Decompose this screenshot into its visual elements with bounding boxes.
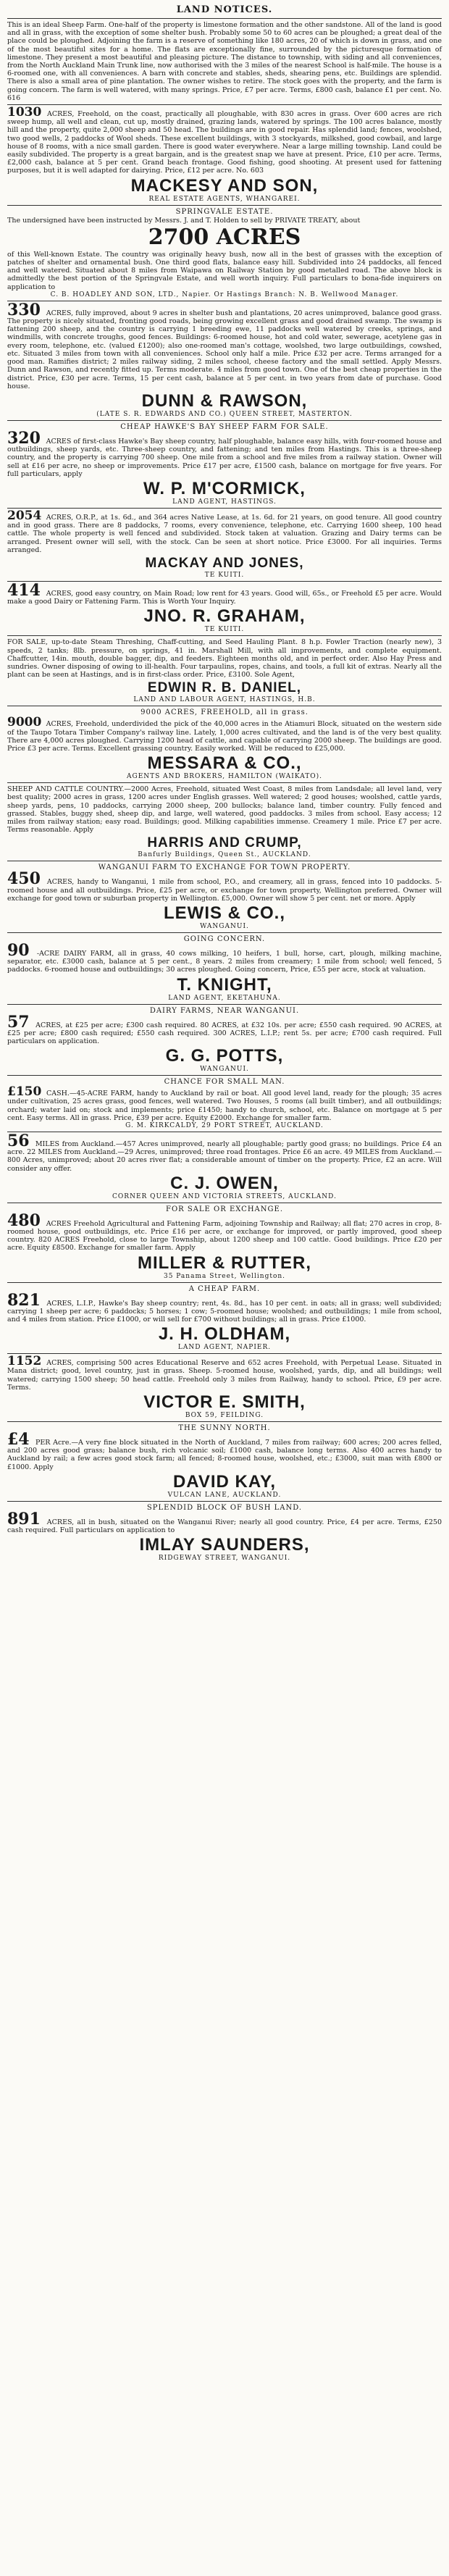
ad-body: 330 ACRES, fully improved, about 9 acres in shelter bush and plantations, 20 acres unimproved, balance good grass. The property is nicely situated, fronting good roads, being growing excellent grass and good drained swamp. The swamp is fattening 200 sheep, and the country is carrying 1 breeding ewe, 11 paddocks well watered by creeks, springs, and windmills, with concrete troughs, good fences. Buildings: 6-roomed house, hot and cold water, sewerage, acetylene gas in every room, telephone, etc. (valued £1200); also one-roomed man's cottage, woolshed, two large outbuildings, cowshed, etc. Situated 3 miles from town with all conveniences. School only half a mile. Price £32 per acre. Terms arranged for a good man. Ramifies district; 2 miles railway siding, 2 miles school, cheese factory and the small settled. Apply Messrs. Dunn and Rawson, and recently fitted up. Terms moderate. 4 miles from good town. One of the best cheap properties in the district. Price, £30 per acre. Terms, 15 per cent cash, balance at 5 per cent. in two years from date of purchase. Good house. bbox=[7, 300, 442, 390]
ad-body: This is an ideal Sheep Farm. One-half of the property is limestone formation and the other sandstone. All of the land is good and all in grass, with the exception of some shelter bush. Probably some 50 to 60 acres can be ploughed; a great deal of the place could be ploughed. Adjoining the farm is a reserve of something like 180 acres, 20 of which is down in grass, and one of the most beautiful sites for a home. The flats are exceptionally fine, surrounded by the picturesque formation of limestone. They present a most beautiful and pleasing picture. The distance to township, with siding and all conveniences, from the North Auckland Main Trunk line, now authorised with the 3 miles of the nearest School is half-mile. The house is a 6-roomed one, with all conveniences. A barn with concrete and stables, sheds, shearing pens, etc. Buildings are splendid. There is also a small area of pine plantation. The owner wishes to retire. The stock goes with the property, and the farm is going concern. The farm is well watered, with many springs. Price, £7 per acre. Terms, £800 cash, balance £1 per cent. No. 616 bbox=[7, 21, 442, 102]
ad-title: THE SUNNY NORTH. bbox=[178, 1424, 271, 1433]
ad-lead-figure: 2054 bbox=[7, 508, 46, 523]
ad-body: The undersigned have been instructed by Messrs. J. and T. Holden to sell by PRIVATE TREATY, about bbox=[7, 216, 361, 225]
ad-big-heading: 2700 ACRES bbox=[148, 224, 301, 250]
divider bbox=[7, 1075, 442, 1076]
advertisement bbox=[7, 935, 442, 1002]
ad-body: 480 ACRES Freehold Agricultural and Fattening Farm, adjoining Township and Railway; all flat; 270 acres in crop, 8-roomed house, good outbuildings, etc. Price £16 per acre, or exchange for improved, or partly improved, good sheep country. 820 ACRES Freehold, close to large Township, about 1200 sheep and 100 cattle. Good buildings. Price £20 per acre. Equity £8500. Exchange for smaller farm. Apply bbox=[7, 1210, 442, 1253]
divider bbox=[7, 1421, 442, 1422]
advertiser-address: Banfurly Buildings, Queen St., AUCKLAND. bbox=[138, 851, 311, 859]
ad-lead-figure: 414 bbox=[7, 580, 46, 600]
advertiser-address: TE KUITI. bbox=[204, 626, 245, 634]
ad-lead-figure: 56 bbox=[7, 1132, 35, 1151]
advertisement bbox=[7, 1134, 442, 1200]
ad-title: CHANCE FOR SMALL MAN. bbox=[164, 1078, 285, 1087]
ad-lead-figure: 821 bbox=[7, 1290, 47, 1310]
advertiser-address: LAND AGENT, EKETAHUNA. bbox=[168, 994, 281, 1002]
advertiser-name: T. KNIGHT, bbox=[177, 974, 272, 995]
ad-body: 821 ACRES, L.I.P., Hawke's Bay sheep country; rent, 4s. 8d., has 10 per cent. in oats; all in grass; well subdivided; carrying 1 sheep per acre; 6 paddocks; 5 horses; 1 cow; 5-roomed house; woolshed; and outbuildings; 1 mile from school, and 4 miles from station. Price £1000, or will sell for £700 without buildings; all in grass. Price £1000. bbox=[7, 1290, 442, 1324]
advertisement bbox=[7, 1285, 442, 1352]
advertiser-name: EDWIN R. B. DANIEL, bbox=[147, 680, 302, 696]
divider bbox=[7, 1501, 442, 1502]
ad-lead-figure: 891 bbox=[7, 1509, 47, 1529]
ad-title: SPLENDID BLOCK OF BUSH LAND. bbox=[146, 1503, 303, 1512]
advertiser-name: C. J. OWEN, bbox=[170, 1173, 279, 1193]
ad-title: FOR SALE OR EXCHANGE. bbox=[166, 1205, 283, 1213]
ad-body-continued: of this Well-known Estate. The country was originally heavy bush, now all in the best of grasses with the exception of patches of shelter and ornamental bush. One third good flats, balance easy hill. Subdivided into 24 paddocks, all fenced and well watered. Situated about 8 miles from Waipawa on Railway Station by good metalled road. The above block is admittedly the best portion of the Springvale Estate, and well worth inquiry. Full particulars to bona-fide inquirers on application to bbox=[7, 250, 442, 291]
section-title: LAND NOTICES. bbox=[176, 4, 273, 15]
ad-body: 2054 ACRES, O.R.P., at 1s. 6d., and 364 acres Native Lease, at 1s. 6d. for 21 years, on good tenure. All good country and in good grass. There are 8 paddocks, 7 rooms, every convenience, telephone, etc. Carrying 1600 sheep, 100 head cattle. The whole property is well fenced and subdivided. Stock taken at valuation. Grazing and Dairy terms can be arranged. Present owner will sell, with the stock. Can be seen at short notice. Price £3000. For all inquiries. Terms arranged. bbox=[7, 508, 442, 554]
divider bbox=[7, 420, 442, 421]
ad-lead-figure: 450 bbox=[7, 869, 47, 889]
advertiser-name: IMLAY SAUNDERS, bbox=[139, 1535, 310, 1555]
ad-body: 414 ACRES, good easy country, on Main Road; low rent for 43 years. Good will, 65s., or Freehold £5 per acre. Would make a good Dairy or Fattening Farm. This is Worth Your Inquiry. bbox=[7, 580, 442, 606]
advertiser-address: REAL ESTATE AGENTS, WHANGAREI. bbox=[148, 195, 301, 203]
ad-title: A CHEAP FARM. bbox=[188, 1284, 261, 1293]
ad-lead-figure: 57 bbox=[7, 1012, 36, 1032]
advertisement bbox=[7, 423, 442, 506]
ad-title: SPRINGVALE ESTATE. bbox=[175, 207, 274, 216]
ad-body: 320 ACRES of first-class Hawke's Bay sheep country, half ploughable, balance easy hills, with four-roomed house and outbuildings, sheep yards, etc. Three-sheep country, and fattening; and ten miles from Hastings. This is a three-sheep country, and the property is carrying 700 sheep. One mile from a school and five miles from a railway station. Owner will sell at £16 per acre, no sheep or improvements. Price £17 per acre, £1500 cash, balance on mortgage for five years. For full particulars, apply bbox=[7, 428, 442, 478]
advertiser-name: G. G. POTTS, bbox=[165, 1046, 284, 1066]
ad-body: 1152 ACRES, comprising 500 acres Educational Reserve and 652 acres Freehold, with Perpetual Lease. Situated in Mana district; good, level country, just in grass. Sheep. 5-roomed house, woolshed, yards, dip, and all buildings; well watered; carrying 1500 sheep; 50 head cattle. Freehold only 3 miles from Railway, handy to school. Price, £9 per acre. Terms. bbox=[7, 1354, 442, 1392]
advertisement bbox=[7, 638, 442, 703]
advertiser-address: RIDGEWAY STREET, WANGANUI. bbox=[158, 1555, 291, 1563]
advertisement bbox=[7, 580, 442, 634]
ad-body: 450 ACRES, handy to Wanganui, 1 mile from school, P.O., and creamery, all in grass, fenced into 10 paddocks. 5-roomed house and all outbuildings. Price, £25 per acre, or exchange for town property, Wellington preferred. Owner will exchange for good town or suburban property in Wellington. £5,000. Owner will show 5 per cent. net or more. Apply bbox=[7, 869, 442, 903]
advertisement bbox=[7, 1504, 442, 1562]
divider bbox=[7, 782, 442, 783]
ad-title: WANGANUI FARM TO EXCHANGE FOR TOWN PROPERTY. bbox=[98, 863, 351, 872]
ad-body: FOR SALE, up-to-date Steam Threshing, Chaff-cutting, and Seed Hauling Plant. 8 h.p. Fowler Traction (nearly new), 3 speeds, 2 tanks; 8lb. pressure, on springs, 41 in. Marshall Mill, with all improvements, and complete equipment. Chaffcutter, 14in. mouth, double bagger, dip, and feeders. Eighteen months old, and in perfect order. Also Hay Press and sundries. Owner disposing of owing to ill-health. Four tarpaulins, ropes, chains, and tools, a full kit of extras. Nearly all the plant can be seen at Hastings, and is in first-class order. Price, £3100. Sole Agent, bbox=[7, 638, 442, 679]
advertiser-name: VICTOR E. SMITH, bbox=[143, 1392, 306, 1413]
advertisement bbox=[7, 1078, 442, 1129]
advertiser-name: MESSARA & CO., bbox=[147, 753, 302, 774]
advertisement bbox=[7, 21, 442, 102]
advertiser-name: J. H. OLDHAM, bbox=[158, 1324, 291, 1345]
advertisement bbox=[7, 785, 442, 858]
advertisement bbox=[7, 708, 442, 780]
ad-title: GOING CONCERN. bbox=[183, 935, 266, 943]
ad-lead-figure: 9000 bbox=[7, 715, 46, 730]
advertiser-address: AGENTS AND BROKERS, HAMILTON (WAIKATO). bbox=[127, 773, 322, 781]
ad-lead-figure: 480 bbox=[7, 1210, 46, 1230]
advertisement bbox=[7, 1424, 442, 1499]
ad-body: £4 PER Acre.—A very fine block situated in the North of Auckland, 7 miles from railway; 600 acres; 200 acres felled, and 200 acres good grass; balance bush, rich volcanic soil; £1000 cash, balance long terms. Also 400 acres handy to Auckland by rail; a few acres good stock farm; all fenced; 8-roomed house, woolshed, etc.; £3000, suit man with £800 or £1000. Apply bbox=[7, 1430, 442, 1471]
ad-lead-figure: 1030 bbox=[7, 105, 47, 120]
ads-column bbox=[7, 21, 442, 1562]
ad-lead-figure: 90 bbox=[7, 941, 37, 960]
advertiser-address: 35 Panama Street, Wellington. bbox=[163, 1272, 286, 1280]
advertisement bbox=[7, 863, 442, 930]
advertiser-name: W. P. M'CORMICK, bbox=[143, 478, 306, 498]
ad-body: £150 CASH.—45-ACRE FARM, handy to Auckland by rail or boat. All good level land, ready for the plough; 35 acres under cultivation, 25 acres grass, good fences, well watered. Two Houses, 5 rooms (all built timber), and all outbuildings; orchard; water laid on; stock and implements; price £1450; handy to church, school, etc. Balance on mortgage at 5 per cent. Easy terms. All in grass. Price, £39 per acre. Equity £2000. Exchange for smaller farm. bbox=[7, 1084, 442, 1122]
advertiser-name: JNO. R. GRAHAM, bbox=[143, 606, 306, 627]
advertisement bbox=[7, 208, 442, 298]
ad-body: 1030 ACRES, Freehold, on the coast, practically all ploughable, with 830 acres in grass. Over 600 acres are rich sweep hump, all well and clean, cut up, mostly drained, grazing lands, watered by springs. The 100 acres balance, mostly hill and the property, quite 2,000 sheep and 50 head. The buildings are in good repair. Has splendid land; fences, woolshed, two good wells, 2 paddocks of Wool sheds. These excellent buildings, with 3 stockyards, milkshed, good cowbail, and large house of 8 rooms, with a nice small garden. There is good water everywhere. Near a large milling township. Land could be easily subdivided. The property is a great bargain, and is the greatest snap we have at present. Price, £10 per acre. Terms, £2,000 cash, balance at 5 per cent. Grand beach frontage. Good fishing, good shooting. At present used for fattening purposes, but it is well adapted for dairying. Price, £12 per acre. No. 603 bbox=[7, 105, 442, 175]
advertiser-address: WANGANUI. bbox=[200, 923, 249, 930]
ad-lead-figure: 320 bbox=[7, 428, 46, 448]
ad-body: SHEEP AND CATTLE COUNTRY.—2000 Acres, Freehold, situated West Coast, 8 miles from Landsdale; all level land, very best quality; 2000 acres in grass, 1200 acres under English grasses. Well watered; 2 good houses; woolshed, cattle yards, sheep yards, pens, 10 paddocks, carrying 2000 sheep, 200 bullocks; balance land, timber country. Fully fenced and grassed. Stables, buggy shed, sheep dip, and large, well watered, good paddocks. 3 miles from school. Easy access; 12 miles from railway station; easy road. Buildings; good. Milking capabilities immense. Creamery 1 mile. Price £7 per acre. Terms reasonable. Apply bbox=[7, 785, 442, 835]
ad-lead-figure: 330 bbox=[7, 300, 46, 319]
divider bbox=[7, 581, 442, 582]
advertiser-name: LEWIS & CO., bbox=[164, 903, 285, 923]
advertisement bbox=[7, 1007, 442, 1074]
divider bbox=[7, 508, 442, 509]
divider bbox=[7, 205, 442, 206]
advertiser-address: VULCAN LANE, AUCKLAND. bbox=[167, 1491, 282, 1499]
advertisement bbox=[7, 107, 442, 203]
advertiser-address: BOX 59, FEILDING. bbox=[185, 1412, 264, 1420]
advertiser-name: DAVID KAY, bbox=[172, 1471, 277, 1492]
advertiser-name: MACKESY AND SON, bbox=[130, 175, 319, 196]
advertiser-address: G. M. KIRKCALDY, 29 PORT STREET, AUCKLAND. bbox=[125, 1122, 324, 1130]
ad-body: 9000 ACRES, Freehold, underdivided the pick of the 40,000 acres in the Atiamuri Block, situated on the western side of the Taupo Totara Timber Company's railway line. Lately, 1,000 acres cultivated, and the land is of the very best quality. There are 4,000 acres ploughed. Carrying 1200 head of cattle, and capable of carrying 2000 sheep. The buildings are good. Price £3 per acre. Terms. Excellent grassing country. Easily worked. Will be reduced to £25,000. bbox=[7, 715, 442, 753]
divider bbox=[7, 932, 442, 933]
ad-body: 57 ACRES, at £25 per acre; £300 cash required. 80 ACRES, at £32 10s. per acre; £550 cash required. 90 ACRES, at £25 per acre; £800 cash required; £550 cash required. 300 ACRES, L.I.P.; rent 5s. per acre; £700 cash required. Full particulars on application. bbox=[7, 1012, 442, 1046]
advertisement bbox=[7, 1356, 442, 1419]
advertiser-address: LAND AGENT, NAPIER. bbox=[177, 1344, 272, 1352]
advertiser-name: MACKAY AND JONES, bbox=[145, 555, 304, 571]
advertiser-address: WANGANUI. bbox=[200, 1066, 249, 1074]
advertiser-address: C. B. HOADLEY AND SON, LTD., Napier. Or Hastings Branch: N. B. Wellwood Manager. bbox=[50, 290, 399, 298]
advertiser-address: LAND AGENT, HASTINGS. bbox=[172, 498, 277, 506]
ad-title: 9000 ACRES, FREEHOLD, all in grass. bbox=[140, 708, 309, 717]
ad-body: 891 ACRES, all in bush, situated on the Wanganui River; nearly all good country. Price, £4 per acre. Terms, £250 cash required. Full particulars on application to bbox=[7, 1509, 442, 1535]
ad-title: DAIRY FARMS, NEAR WANGANUI. bbox=[149, 1006, 300, 1015]
ad-lead-figure: £4 bbox=[7, 1430, 35, 1450]
divider bbox=[7, 1353, 442, 1354]
advertiser-name: MILLER & RUTTER, bbox=[138, 1253, 311, 1273]
ad-body: 90 -ACRE DAIRY FARM, all in grass, 40 cows milking, 10 heifers, 1 bull, horse, cart, plough, milking machine, separator, etc. £3000 cash, balance at 5 per cent., 8 years. 2 miles from creamery; 1 mile from school; well fenced, 5 paddocks. 6-roomed house and outbuildings; 30 acres ploughed. Going concern, Price, £55 per acre, stock at valuation. bbox=[7, 941, 442, 974]
advertiser-name: HARRIS AND CRUMP, bbox=[147, 835, 302, 851]
divider bbox=[7, 18, 442, 19]
divider bbox=[7, 1004, 442, 1005]
advertiser-address: TE KUITI. bbox=[204, 571, 245, 579]
divider bbox=[7, 1282, 442, 1283]
divider bbox=[7, 635, 442, 636]
advertiser-name: DUNN & RAWSON, bbox=[141, 390, 308, 411]
advertiser-address: LAND AND LABOUR AGENT, HASTINGS, H.B. bbox=[133, 696, 316, 704]
ad-lead-figure: £150 bbox=[7, 1084, 46, 1100]
advertisement bbox=[7, 300, 442, 418]
divider bbox=[7, 104, 442, 105]
ad-lead-figure: 1152 bbox=[7, 1354, 47, 1369]
advertisement bbox=[7, 1205, 442, 1280]
advertiser-address: CORNER QUEEN AND VICTORIA STREETS, AUCKLAND. bbox=[112, 1192, 337, 1200]
ad-title: CHEAP HAWKE'S BAY SHEEP FARM FOR SALE. bbox=[120, 422, 329, 431]
advertiser-address: (LATE S. R. EDWARDS AND CO.) QUEEN STREET, MASTERTON. bbox=[96, 410, 353, 418]
advertisement bbox=[7, 508, 442, 579]
ad-body: 56 MILES from Auckland.—457 Acres unimproved, nearly all ploughable; partly good grass; no buildings. Price £4 an acre. 22 MILES from Auckland.—29 Acres, unimproved; three road frontages. Price £6 an acre. 49 MILES from Auckland.—800 Acres, unimproved; about 20 acres river flat; a considerable amount of timber on the property. Price, £2 an acre. Will consider any offer. bbox=[7, 1132, 442, 1173]
